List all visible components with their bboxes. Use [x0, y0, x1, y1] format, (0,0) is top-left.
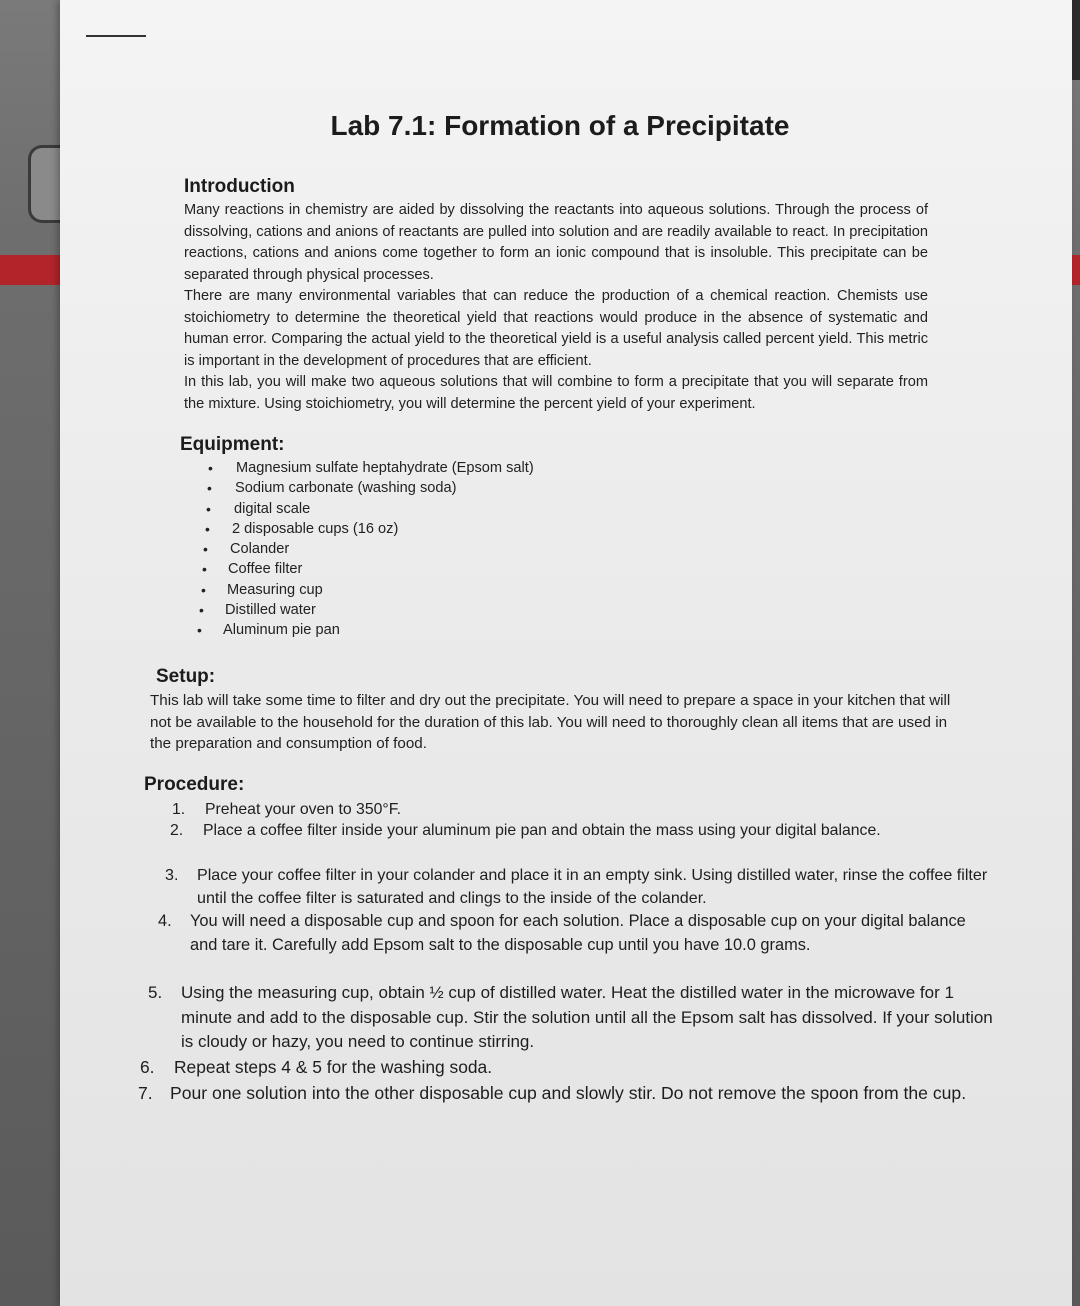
step-number: 3. — [165, 866, 179, 884]
equipment-item-label: Coffee filter — [228, 561, 303, 578]
equipment-item-label: Colander — [230, 541, 290, 558]
step-text: Place your coffee filter in your colander and place it in an empty sink. Using distilled water, rinse the coffee filter until the coffee filter is saturated and clings to the inside of the colander. — [197, 866, 988, 907]
step-number: 7. — [138, 1083, 153, 1103]
introduction-paragraph-1: Many reactions in chemistry are aided by dissolving the reactants into aqueous solutions. Through the process of dissolving, cations and anions of reactants are pulled into solution and are readily available to react. In precipitation reactions, cations and anions come together to form an ionic compound that is insoluble. This precipitate can be separated through physical processes. — [184, 202, 928, 283]
equipment-item-label: Distilled water — [225, 602, 316, 619]
equipment-heading: Equipment: — [180, 434, 285, 455]
setup-body: This lab will take some time to filter and dry out the precipitate. You will need to prepare a space in your kitchen that will not be available to the household for the duration of this lab. You will need to thoroughly clean all items that are used in the preparation and consumption of food. — [150, 692, 951, 752]
equipment-item-label: 2 disposable cups (16 oz) — [232, 520, 399, 537]
equipment-item-label: Measuring cup — [227, 581, 323, 598]
step-text: Using the measuring cup, obtain ½ cup of distilled water. Heat the distilled water in the microwave for 1 minute and add to the disposable cup. Stir the solution until all the Epsom salt has dissolved. If your solution is cloudy or hazy, you need to continue stirring. — [181, 983, 993, 1051]
step-number: 2. — [170, 822, 184, 839]
equipment-item-label: Sodium carbonate (washing soda) — [235, 480, 457, 497]
setup-heading: Setup: — [156, 666, 216, 687]
step-text: Place a coffee filter inside your aluminum pie pan and obtain the mass using your digital balance. — [203, 822, 881, 839]
pen-mark — [86, 35, 146, 37]
step-number: 1. — [172, 801, 186, 818]
equipment-item-label: digital scale — [234, 500, 311, 517]
step-text: Pour one solution into the other disposable cup and slowly stir. Do not remove the spoon from the cup. — [170, 1083, 967, 1103]
equipment-item-label: Magnesium sulfate heptahydrate (Epsom salt) — [236, 460, 534, 476]
introduction-body — [184, 200, 928, 415]
equipment-item-label: Aluminum pie pan — [223, 622, 340, 639]
step-number: 5. — [148, 983, 163, 1002]
introduction-heading: Introduction — [184, 176, 295, 197]
step-text: Preheat your oven to 350°F. — [205, 801, 402, 818]
step-text: Repeat steps 4 & 5 for the washing soda. — [174, 1057, 493, 1077]
step-text: You will need a disposable cup and spoon for each solution. Place a disposable cup on your digital balance and tare it. Carefully add Epsom salt to the disposable cup until you have 10.0 grams. — [190, 912, 966, 954]
introduction-paragraph-3: In this lab, you will make two aqueous solutions that will combine to form a precipitate that you will separate from the mixture. Using stoichiometry, you will determine the percent yield of your experiment. — [184, 374, 928, 412]
procedure-heading: Procedure: — [144, 774, 245, 795]
step-number: 6. — [140, 1057, 155, 1077]
introduction-paragraph-2: There are many environmental variables that can reduce the production of a chemical reaction. Chemists use stoichiometry to determine the theoretical yield that reactions would produce in the absence of systematic and human error. Comparing the actual yield to the theoretical yield is a useful analysis called percent yield. This metric is important in the development of procedures that are efficient. — [184, 288, 928, 369]
step-number: 4. — [158, 912, 172, 930]
page-title: Lab 7.1: Formation of a Precipitate — [330, 110, 790, 141]
